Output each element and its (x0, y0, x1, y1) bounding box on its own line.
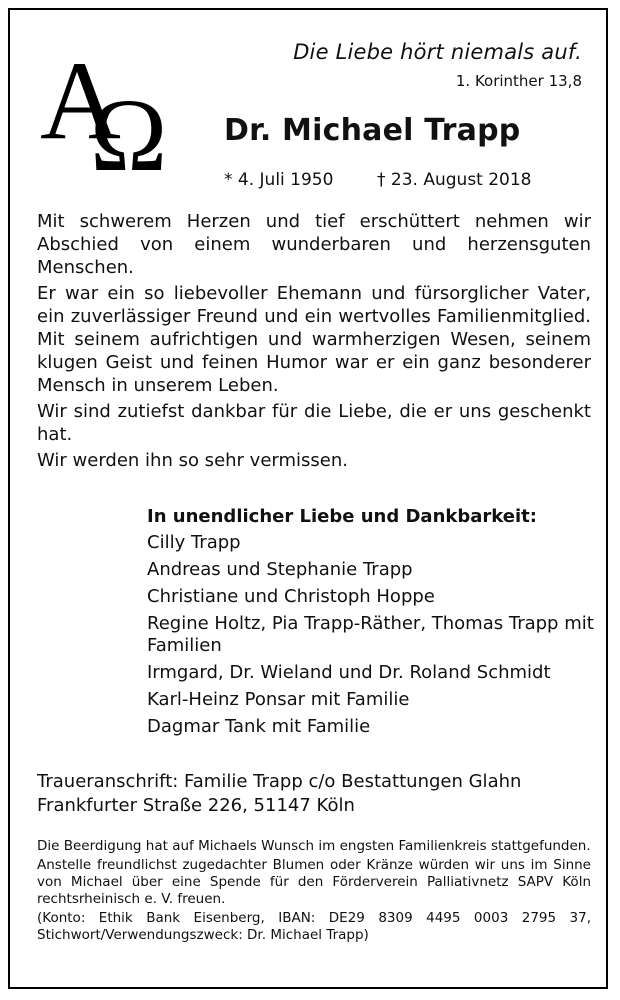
note-paragraph: Anstelle freundlichst zugedachter Blumen oder Kränze würden wir uns im Sinne von Michael über eine Spende für den Förderverein Palliativnetz SAPV Köln rechtsrheinisch e. V. freuen. (37, 857, 591, 907)
deceased-name: Dr. Michael Trapp (224, 113, 521, 148)
mourner-entry: Andreas und Stephanie Trapp (147, 559, 413, 580)
address-line: Traueranschrift: Familie Trapp c/o Bestattungen Glahn (37, 771, 522, 792)
motto: Die Liebe hört niemals auf. (293, 40, 582, 64)
alpha-omega-icon (32, 40, 182, 180)
obituary-paragraph: Mit schwerem Herzen und tief erschüttert nehmen wir Abschied von einem wunderbaren und herzensguten Menschen. (37, 211, 591, 278)
alpha-glyph: A (40, 40, 121, 163)
mourner-entry: Cilly Trapp (147, 532, 241, 553)
death-date: † 23. August 2018 (377, 170, 532, 190)
omega-glyph: Ω (90, 78, 168, 180)
address-line: Frankfurter Straße 226, 51147 Köln (37, 795, 355, 816)
obituary-paragraph: Er war ein so liebevoller Ehemann und fürsorglicher Vater, ein zuverlässiger Freund und ein wertvolles Familienmitglied. Mit seinem aufrichtigen und warmherzigen Wesen, seinem klugen Geist und feinen Humor war er ein ganz besonderer Mensch in unserem Leben. (37, 283, 591, 396)
additional-notes (37, 838, 591, 946)
note-paragraph: (Konto: Ethik Bank Eisenberg, IBAN: DE29 8309 4495 0003 2795 37, Stichwort/Verwendungszweck: Dr. Michael Trapp) (37, 910, 591, 943)
mourners-list (147, 504, 597, 743)
mourner-entry: Karl-Heinz Ponsar mit Familie (147, 689, 410, 710)
obituary-notice (8, 8, 608, 989)
mourning-address (37, 770, 591, 818)
mourner-entry: Irmgard, Dr. Wieland und Dr. Roland Schmidt (147, 662, 551, 683)
note-paragraph: Die Beerdigung hat auf Michaels Wunsch im engsten Familienkreis stattgefunden. (37, 838, 591, 854)
mourner-entry: Regine Holtz, Pia Trapp-Räther, Thomas Trapp mit Familien (147, 613, 594, 656)
mourners-heading: In unendlicher Liebe und Dankbarkeit: (147, 506, 537, 527)
obituary-text (37, 210, 591, 475)
birth-date: * 4. Juli 1950 (224, 170, 334, 190)
bible-reference: 1. Korinther 13,8 (455, 72, 582, 90)
obituary-paragraph: Wir werden ihn so sehr vermissen. (37, 450, 348, 471)
mourner-entry: Christiane und Christoph Hoppe (147, 586, 435, 607)
obituary-paragraph: Wir sind zutiefst dankbar für die Liebe, die er uns geschenkt hat. (37, 401, 591, 445)
mourner-entry: Dagmar Tank mit Familie (147, 716, 371, 737)
